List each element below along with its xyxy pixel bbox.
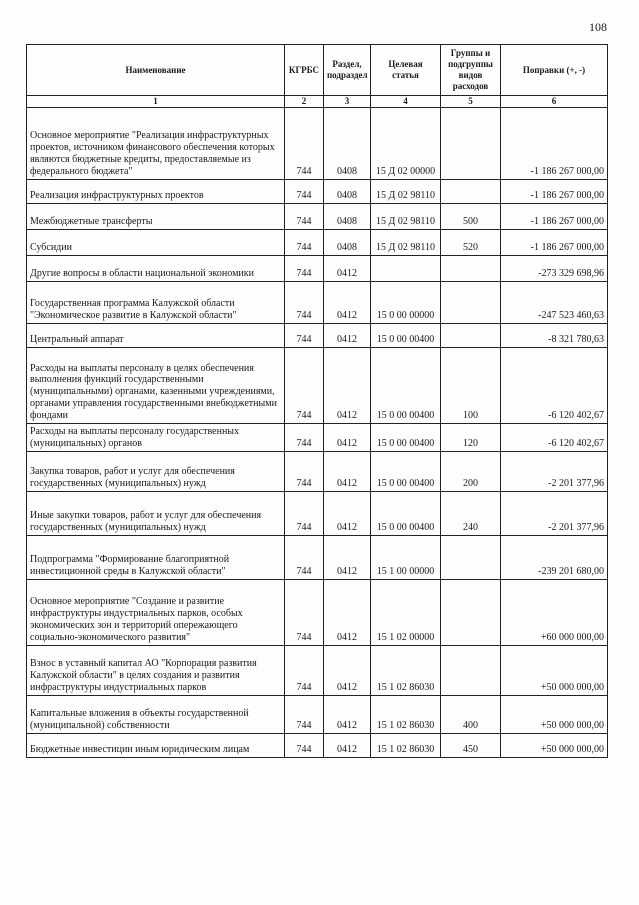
row-section: 0412 bbox=[324, 645, 371, 695]
row-section: 0412 bbox=[324, 281, 371, 323]
row-target: 15 0 00 00400 bbox=[371, 491, 441, 535]
column-number: 5 bbox=[441, 96, 501, 108]
row-section: 0412 bbox=[324, 347, 371, 423]
row-kgrbs: 744 bbox=[285, 229, 324, 255]
row-name: Основное мероприятие "Реализация инфраструктурных проектов, источником финансового обеспечения которых являются бюджетные кредиты, предоставляемые из федерального бюджета" bbox=[27, 107, 285, 179]
row-target: 15 1 02 86030 bbox=[371, 733, 441, 757]
row-name: Капитальные вложения в объекты государственной (муниципальной) собственности bbox=[27, 695, 285, 733]
table-row bbox=[27, 535, 608, 579]
row-kgrbs: 744 bbox=[285, 255, 324, 281]
row-amount: -1 186 267 000,00 bbox=[501, 179, 608, 203]
header-kgrbs: КГРБС bbox=[285, 45, 324, 96]
column-number: 6 bbox=[501, 96, 608, 108]
row-target: 15 Д 02 00000 bbox=[371, 107, 441, 179]
row-kgrbs: 744 bbox=[285, 281, 324, 323]
row-name: Межбюджетные трансферты bbox=[27, 203, 285, 229]
row-name: Закупка товаров, работ и услуг для обеспечения государственных (муниципальных) нужд bbox=[27, 451, 285, 491]
table-row bbox=[27, 347, 608, 423]
row-amount: -8 321 780,63 bbox=[501, 323, 608, 347]
budget-amendments-table bbox=[26, 44, 608, 758]
row-kgrbs: 744 bbox=[285, 645, 324, 695]
column-number-row bbox=[27, 96, 608, 108]
row-kgrbs: 744 bbox=[285, 179, 324, 203]
row-kgrbs: 744 bbox=[285, 423, 324, 451]
row-group bbox=[441, 645, 501, 695]
row-section: 0408 bbox=[324, 179, 371, 203]
table-row bbox=[27, 491, 608, 535]
row-section: 0412 bbox=[324, 451, 371, 491]
table-row bbox=[27, 579, 608, 645]
row-name: Центральный аппарат bbox=[27, 323, 285, 347]
row-amount: -6 120 402,67 bbox=[501, 423, 608, 451]
row-target: 15 1 00 00000 bbox=[371, 535, 441, 579]
header-groups: Группы и подгруппы видов расходов bbox=[441, 45, 501, 96]
table-row bbox=[27, 255, 608, 281]
row-name: Расходы на выплаты персоналу государственных (муниципальных) органов bbox=[27, 423, 285, 451]
column-number: 4 bbox=[371, 96, 441, 108]
table-row bbox=[27, 323, 608, 347]
row-amount: -2 201 377,96 bbox=[501, 491, 608, 535]
page-number: 108 bbox=[589, 20, 607, 34]
row-kgrbs: 744 bbox=[285, 107, 324, 179]
table-row bbox=[27, 423, 608, 451]
row-group bbox=[441, 179, 501, 203]
row-section: 0412 bbox=[324, 695, 371, 733]
row-target: 15 0 00 00400 bbox=[371, 347, 441, 423]
row-name: Государственная программа Калужской области "Экономическое развитие в Калужской области" bbox=[27, 281, 285, 323]
row-amount: +60 000 000,00 bbox=[501, 579, 608, 645]
row-group bbox=[441, 535, 501, 579]
row-section: 0412 bbox=[324, 535, 371, 579]
row-group: 100 bbox=[441, 347, 501, 423]
table-row bbox=[27, 107, 608, 179]
column-number: 1 bbox=[27, 96, 285, 108]
row-name: Расходы на выплаты персоналу в целях обеспечения выполнения функций государственными (муниципальными) органами, казенными учреждениями, органами управления государственными внебюджетными фондами bbox=[27, 347, 285, 423]
row-kgrbs: 744 bbox=[285, 535, 324, 579]
row-section: 0408 bbox=[324, 203, 371, 229]
row-amount: -1 186 267 000,00 bbox=[501, 107, 608, 179]
row-name: Бюджетные инвестиции иным юридическим лицам bbox=[27, 733, 285, 757]
row-group: 500 bbox=[441, 203, 501, 229]
row-amount: -1 186 267 000,00 bbox=[501, 229, 608, 255]
row-target: 15 1 02 86030 bbox=[371, 645, 441, 695]
row-kgrbs: 744 bbox=[285, 733, 324, 757]
row-amount: -239 201 680,00 bbox=[501, 535, 608, 579]
row-kgrbs: 744 bbox=[285, 491, 324, 535]
row-group: 240 bbox=[441, 491, 501, 535]
row-target: 15 Д 02 98110 bbox=[371, 179, 441, 203]
row-target: 15 0 00 00400 bbox=[371, 451, 441, 491]
header-amendments: Поправки (+, -) bbox=[501, 45, 608, 96]
row-target: 15 Д 02 98110 bbox=[371, 203, 441, 229]
row-group: 120 bbox=[441, 423, 501, 451]
row-amount: -273 329 698,96 bbox=[501, 255, 608, 281]
header-target: Целевая статья bbox=[371, 45, 441, 96]
row-amount: +50 000 000,00 bbox=[501, 733, 608, 757]
row-group bbox=[441, 579, 501, 645]
table-row bbox=[27, 695, 608, 733]
table-row bbox=[27, 281, 608, 323]
row-name: Иные закупки товаров, работ и услуг для обеспечения государственных (муниципальных) нужд bbox=[27, 491, 285, 535]
row-kgrbs: 744 bbox=[285, 323, 324, 347]
row-section: 0412 bbox=[324, 255, 371, 281]
header-section: Раздел, подраздел bbox=[324, 45, 371, 96]
row-target: 15 1 02 00000 bbox=[371, 579, 441, 645]
row-section: 0412 bbox=[324, 423, 371, 451]
table-row bbox=[27, 203, 608, 229]
row-name: Субсидии bbox=[27, 229, 285, 255]
row-amount: -6 120 402,67 bbox=[501, 347, 608, 423]
header-row bbox=[27, 45, 608, 96]
row-section: 0412 bbox=[324, 579, 371, 645]
row-amount: -247 523 460,63 bbox=[501, 281, 608, 323]
row-group bbox=[441, 255, 501, 281]
table-row bbox=[27, 733, 608, 757]
table-row bbox=[27, 179, 608, 203]
row-section: 0408 bbox=[324, 107, 371, 179]
row-target: 15 0 00 00400 bbox=[371, 423, 441, 451]
row-group: 200 bbox=[441, 451, 501, 491]
row-group: 400 bbox=[441, 695, 501, 733]
row-amount: +50 000 000,00 bbox=[501, 645, 608, 695]
row-kgrbs: 744 bbox=[285, 579, 324, 645]
row-target: 15 0 00 00000 bbox=[371, 281, 441, 323]
row-group: 450 bbox=[441, 733, 501, 757]
row-target: 15 0 00 00400 bbox=[371, 323, 441, 347]
row-name: Другие вопросы в области национальной экономики bbox=[27, 255, 285, 281]
row-name: Подпрограмма "Формирование благоприятной инвестиционной среды в Калужской области" bbox=[27, 535, 285, 579]
row-section: 0412 bbox=[324, 323, 371, 347]
row-amount: +50 000 000,00 bbox=[501, 695, 608, 733]
column-number: 2 bbox=[285, 96, 324, 108]
row-kgrbs: 744 bbox=[285, 695, 324, 733]
row-section: 0412 bbox=[324, 491, 371, 535]
row-amount: -2 201 377,96 bbox=[501, 451, 608, 491]
header-name: Наименование bbox=[27, 45, 285, 96]
row-name: Реализация инфраструктурных проектов bbox=[27, 179, 285, 203]
row-kgrbs: 744 bbox=[285, 347, 324, 423]
row-target: 15 1 02 86030 bbox=[371, 695, 441, 733]
row-name: Основное мероприятие "Создание и развитие инфраструктуры индустриальных парков, особых экономических зон и территорий опережающего социально-экономического развития" bbox=[27, 579, 285, 645]
row-amount: -1 186 267 000,00 bbox=[501, 203, 608, 229]
row-group bbox=[441, 323, 501, 347]
row-kgrbs: 744 bbox=[285, 451, 324, 491]
column-number: 3 bbox=[324, 96, 371, 108]
row-target: 15 Д 02 98110 bbox=[371, 229, 441, 255]
row-kgrbs: 744 bbox=[285, 203, 324, 229]
row-target bbox=[371, 255, 441, 281]
row-section: 0412 bbox=[324, 733, 371, 757]
row-group: 520 bbox=[441, 229, 501, 255]
table-row bbox=[27, 229, 608, 255]
row-group bbox=[441, 281, 501, 323]
row-group bbox=[441, 107, 501, 179]
row-section: 0408 bbox=[324, 229, 371, 255]
table-row bbox=[27, 645, 608, 695]
table-row bbox=[27, 451, 608, 491]
row-name: Взнос в уставный капитал АО "Корпорация развития Калужской области" в целях создания и развития инфраструктуры индустриальных парков bbox=[27, 645, 285, 695]
